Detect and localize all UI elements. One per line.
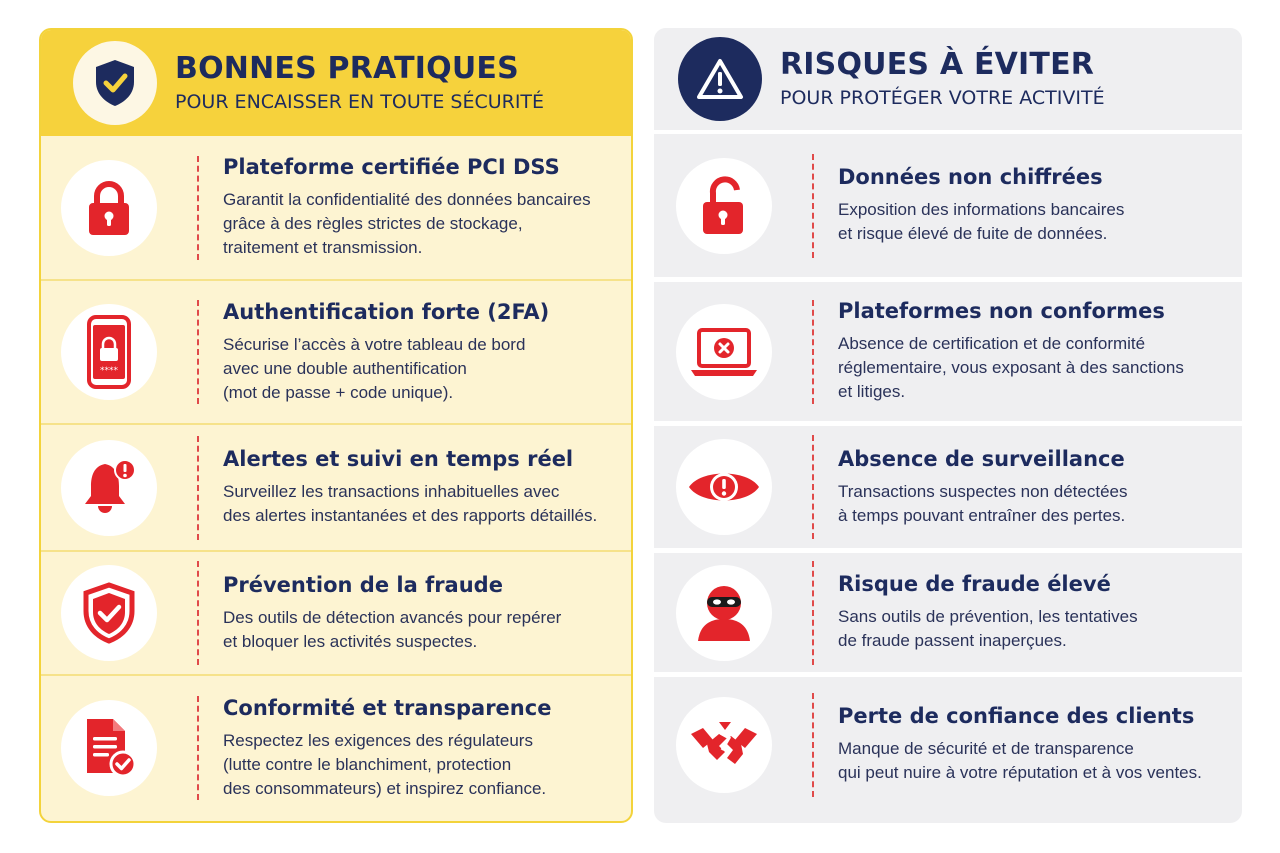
list-item [654, 548, 1242, 672]
best-practices-title: BONNES PRATIQUES [175, 51, 519, 87]
laptop-error-icon [676, 304, 772, 400]
item-title: Plateforme certifiée PCI DSS [223, 155, 560, 179]
shield-check-icon [73, 41, 157, 125]
list-item [654, 277, 1242, 421]
dashed-divider [197, 561, 199, 665]
item-title: Données non chiffrées [838, 165, 1103, 189]
item-title: Risque de fraude élevé [838, 572, 1111, 596]
item-description: Respectez les exigences des régulateurs (lutte contre le blanchiment, protection des consommateurs) et inspirez confiance. [223, 730, 547, 798]
list-item [41, 136, 631, 279]
eye-alert-icon [676, 439, 772, 535]
list-item [41, 550, 631, 674]
best-practices-subtitle: POUR ENCAISSER EN TOUTE SÉCURITÉ [175, 90, 545, 113]
document-check-icon [61, 700, 157, 796]
dashed-divider [812, 693, 814, 797]
best-practices-header [41, 30, 631, 136]
item-title: Prévention de la fraude [223, 572, 503, 597]
list-item [654, 134, 1242, 277]
list-item [41, 423, 631, 550]
item-description: Sans outils de prévention, les tentatives de fraude passent inaperçues. [838, 607, 1138, 650]
item-description: Des outils de détection avancés pour repérer et bloquer les activités suspectes. [223, 607, 562, 651]
shield-check-icon [61, 565, 157, 661]
broken-handshake-icon [676, 697, 772, 793]
item-title: Conformité et transparence [223, 695, 552, 720]
item-description: Absence de certification et de conformité réglementaire, vous exposant à des sanctions et litiges. [838, 334, 1184, 401]
dashed-divider [197, 436, 199, 540]
item-description: Garantit la confidentialité des données bancaires grâce à des règles strictes de stockage, traitement et transmission. [223, 190, 591, 257]
svg-text:****: **** [100, 366, 118, 376]
dashed-divider [197, 156, 199, 260]
item-title: Plateformes non conformes [838, 299, 1165, 323]
item-title: Authentification forte (2FA) [223, 299, 550, 324]
risks-panel [654, 28, 1242, 823]
dashed-divider [197, 696, 199, 800]
item-description: Surveillez les transactions inhabituelles avec des alertes instantanées et des rapports détaillés. [223, 482, 598, 525]
risks-header [654, 28, 1242, 134]
dashed-divider [812, 300, 814, 404]
item-description: Sécurise l’accès à votre tableau de bord avec une double authentification (mot de passe + code unique). [223, 334, 526, 402]
best-practices-panel [39, 28, 633, 823]
dashed-divider [812, 561, 814, 665]
padlock-icon [61, 160, 157, 256]
dashed-divider [812, 154, 814, 258]
item-title: Alertes et suivi en temps réel [223, 447, 574, 471]
masked-thief-icon [676, 565, 772, 661]
risks-title: RISQUES À ÉVITER [780, 47, 1095, 83]
unlocked-padlock-icon [676, 158, 772, 254]
bell-alert-icon [61, 440, 157, 536]
item-description: Manque de sécurité et de transparence qui peut nuire à votre réputation et à vos ventes. [838, 739, 1202, 782]
dashed-divider [197, 300, 199, 404]
list-item [654, 672, 1242, 812]
list-item [41, 674, 631, 820]
list-item [41, 279, 631, 423]
dashed-divider [812, 435, 814, 539]
risks-subtitle: POUR PROTÉGER VOTRE ACTIVITÉ [780, 86, 1105, 109]
item-description: Transactions suspectes non détectées à temps pouvant entraîner des pertes. [838, 481, 1128, 525]
warning-triangle-icon [678, 37, 762, 121]
item-description: Exposition des informations bancaires et risque élevé de fuite de données. [838, 200, 1125, 243]
item-title: Perte de confiance des clients [838, 704, 1195, 728]
smartphone-lock-icon [61, 304, 157, 400]
item-title: Absence de surveillance [838, 446, 1125, 471]
list-item [654, 421, 1242, 548]
